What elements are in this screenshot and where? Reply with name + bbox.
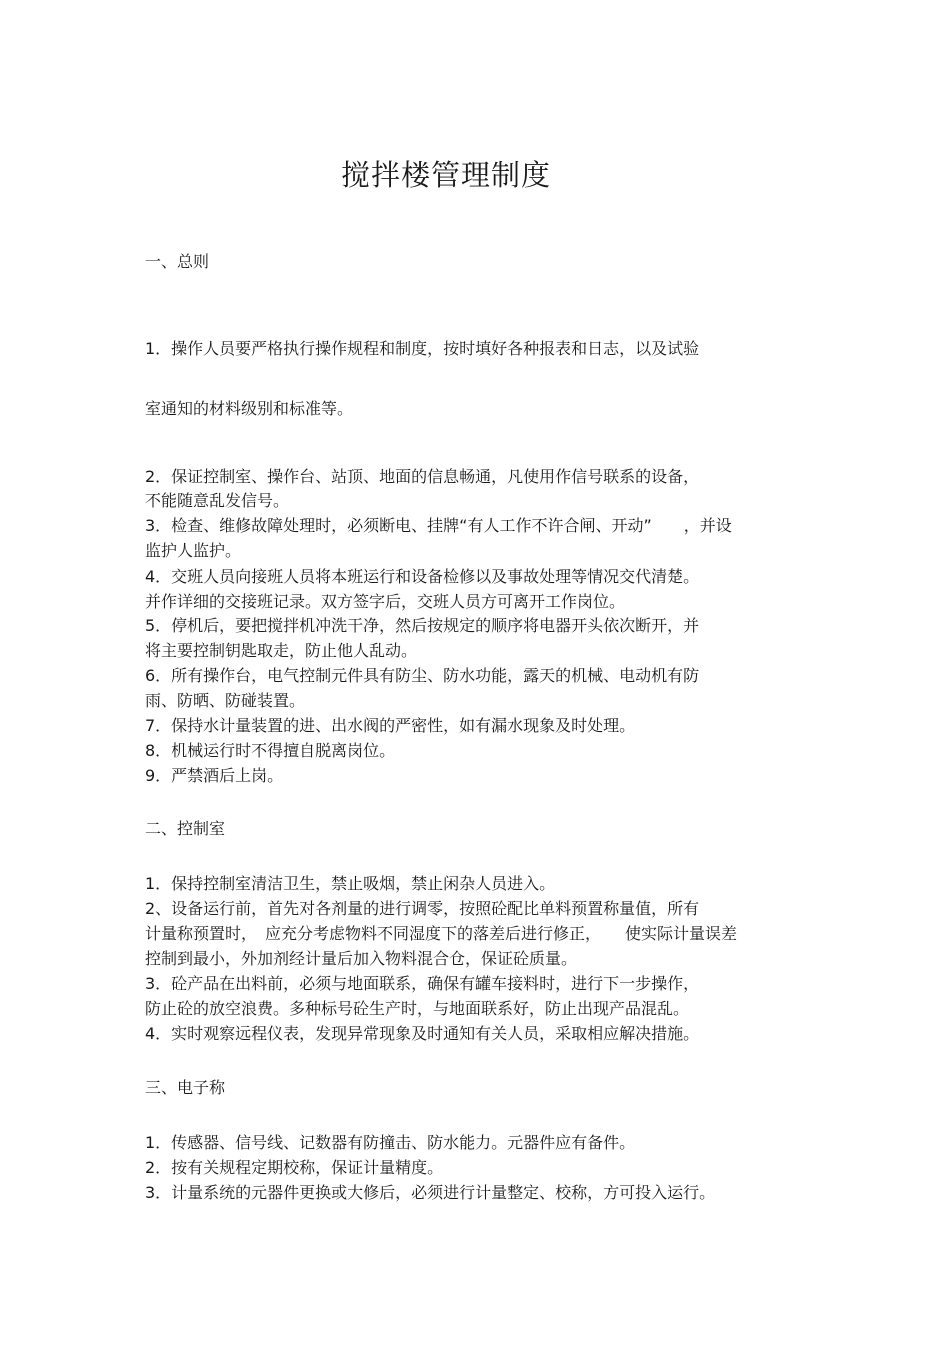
section-heading-control-room: 二、控制室 bbox=[145, 819, 226, 838]
paragraph-line: 室通知的材料级别和标准等。 bbox=[145, 399, 354, 418]
paragraph-line: 2．保证控制室、操作台、站顶、地面的信息畅通，凡使用作信号联系的设备， bbox=[145, 467, 700, 486]
section-heading-electronic-scale: 三、电子称 bbox=[145, 1078, 226, 1097]
paragraph-line: 2．按有关规程定期校称，保证计量精度。 bbox=[145, 1158, 444, 1177]
paragraph-line: 9．严禁酒后上岗。 bbox=[145, 766, 284, 785]
paragraph-line: 1．保持控制室清洁卫生，禁止吸烟，禁止闲杂人员进入。 bbox=[145, 874, 556, 893]
paragraph-line: 6．所有操作台，电气控制元件具有防尘、防水功能，露天的机械、电动机有防 bbox=[145, 666, 700, 685]
section-heading-general: 一、总则 bbox=[145, 252, 210, 271]
paragraph-line: 计量称预置时， 应充分考虑物料不同湿度下的落差后进行修正， 使实际计量误差 bbox=[145, 924, 738, 943]
paragraph-line: 1．传感器、信号线、记数器有防撞击、防水能力。元器件应有备件。 bbox=[145, 1133, 636, 1152]
paragraph-line: 2、设备运行前，首先对各剂量的进行调零，按照砼配比单料预置称量值，所有 bbox=[145, 899, 700, 918]
paragraph-line: 4．交班人员向接班人员将本班运行和设备检修以及事故处理等情况交代清楚。 bbox=[145, 567, 700, 586]
paragraph-line: 7．保持水计量装置的进、出水阀的严密性，如有漏水现象及时处理。 bbox=[145, 716, 636, 735]
paragraph-line: 防止砼的放空浪费。多种标号砼生产时，与地面联系好，防止出现产品混乱。 bbox=[145, 999, 690, 1018]
paragraph-line: 4．实时观察远程仪表，发现异常现象及时通知有关人员，采取相应解决措施。 bbox=[145, 1024, 700, 1043]
paragraph-line: 并作详细的交接班记录。双方签字后，交班人员方可离开工作岗位。 bbox=[145, 592, 626, 611]
paragraph-line: 1．操作人员要严格执行操作规程和制度，按时填好各种报表和日志，以及试验 bbox=[145, 339, 700, 358]
paragraph-line: 监护人监护。 bbox=[145, 541, 242, 560]
paragraph-line: 控制到最小，外加剂经计量后加入物料混合仓，保证砼质量。 bbox=[145, 949, 578, 968]
paragraph-line: 雨、防晒、防碰装置。 bbox=[145, 691, 306, 710]
paragraph-line: 3．计量系统的元器件更换或大修后，必须进行计量整定、校称，方可投入运行。 bbox=[145, 1183, 716, 1202]
paragraph-line: 不能随意乱发信号。 bbox=[145, 491, 290, 510]
paragraph-line: 8．机械运行时不得擅自脱离岗位。 bbox=[145, 741, 396, 760]
document-title: 搅拌楼管理制度 bbox=[340, 158, 551, 192]
paragraph-line: 3．检查、维修故障处理时，必须断电、挂牌“有人工作不许合闸、开动” ，并设 bbox=[145, 516, 732, 535]
paragraph-line: 5．停机后，要把搅拌机冲洗干净，然后按规定的顺序将电器开头依次断开，并 bbox=[145, 616, 700, 635]
paragraph-line: 将主要控制钥匙取走，防止他人乱动。 bbox=[145, 641, 418, 660]
paragraph-line: 3．砼产品在出料前，必须与地面联系，确保有罐车接料时，进行下一步操作， bbox=[145, 974, 700, 993]
